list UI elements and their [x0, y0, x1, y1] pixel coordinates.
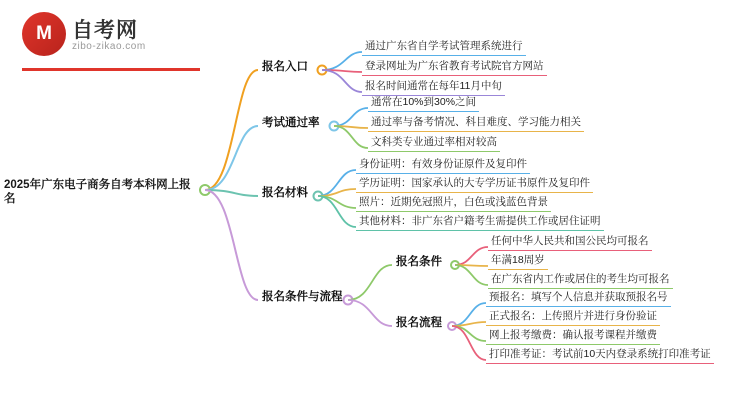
leaf-item: 登录网址为广东省教育考试院官方网站	[362, 59, 547, 76]
leaf-item: 打印准考证：考试前10天内登录系统打印准考证	[486, 347, 714, 364]
leaf-item: 通过广东省自学考试管理系统进行	[362, 39, 526, 56]
leaf-item: 照片：近期免冠照片，白色或浅蓝色背景	[356, 195, 551, 212]
leaf-item: 其他材料：非广东省户籍考生需提供工作或居住证明	[356, 214, 604, 231]
leaf-item: 任何中华人民共和国公民均可报名	[488, 234, 652, 251]
leaf-item: 年满18周岁	[488, 253, 548, 270]
branch-label-conditions-process[interactable]: 报名条件与流程	[262, 291, 343, 303]
leaf-item: 在广东省内工作或居住的考生均可报名	[488, 272, 673, 289]
logo-mark-letter: M	[36, 23, 52, 44]
logo-brand-name: 自考网	[72, 19, 138, 42]
branch-label-conditions[interactable]: 报名条件	[396, 256, 442, 268]
leaf-item: 网上报考缴费：确认报考课程并缴费	[486, 328, 660, 345]
leaf-item: 通常在10%到30%之间	[368, 95, 479, 112]
branch-label-materials[interactable]: 报名材料	[262, 187, 308, 199]
leaf-item: 通过率与备考情况、科目难度、学习能力相关	[368, 115, 584, 132]
branch-label-pass-rate[interactable]: 考试通过率	[262, 117, 320, 129]
leaf-item: 报名时间通常在每年11月中旬	[362, 79, 505, 96]
logo-domain: zibo-zikao.com	[72, 41, 146, 52]
mindmap-root-label: 2025年广东电子商务自考本科网上报名	[4, 179, 191, 205]
leaf-item: 身份证明：有效身份证原件及复印件	[356, 157, 530, 174]
leaf-item: 正式报名：上传照片并进行身份验证	[486, 309, 660, 326]
branch-label-process[interactable]: 报名流程	[396, 317, 442, 329]
branch-label-enroll-entry[interactable]: 报名入口	[262, 61, 308, 73]
leaf-item: 预报名：填写个人信息并获取预报名号	[486, 290, 671, 307]
leaf-item: 学历证明：国家承认的大专学历证书原件及复印件	[356, 176, 593, 193]
leaf-item: 文科类专业通过率相对较高	[368, 135, 500, 152]
